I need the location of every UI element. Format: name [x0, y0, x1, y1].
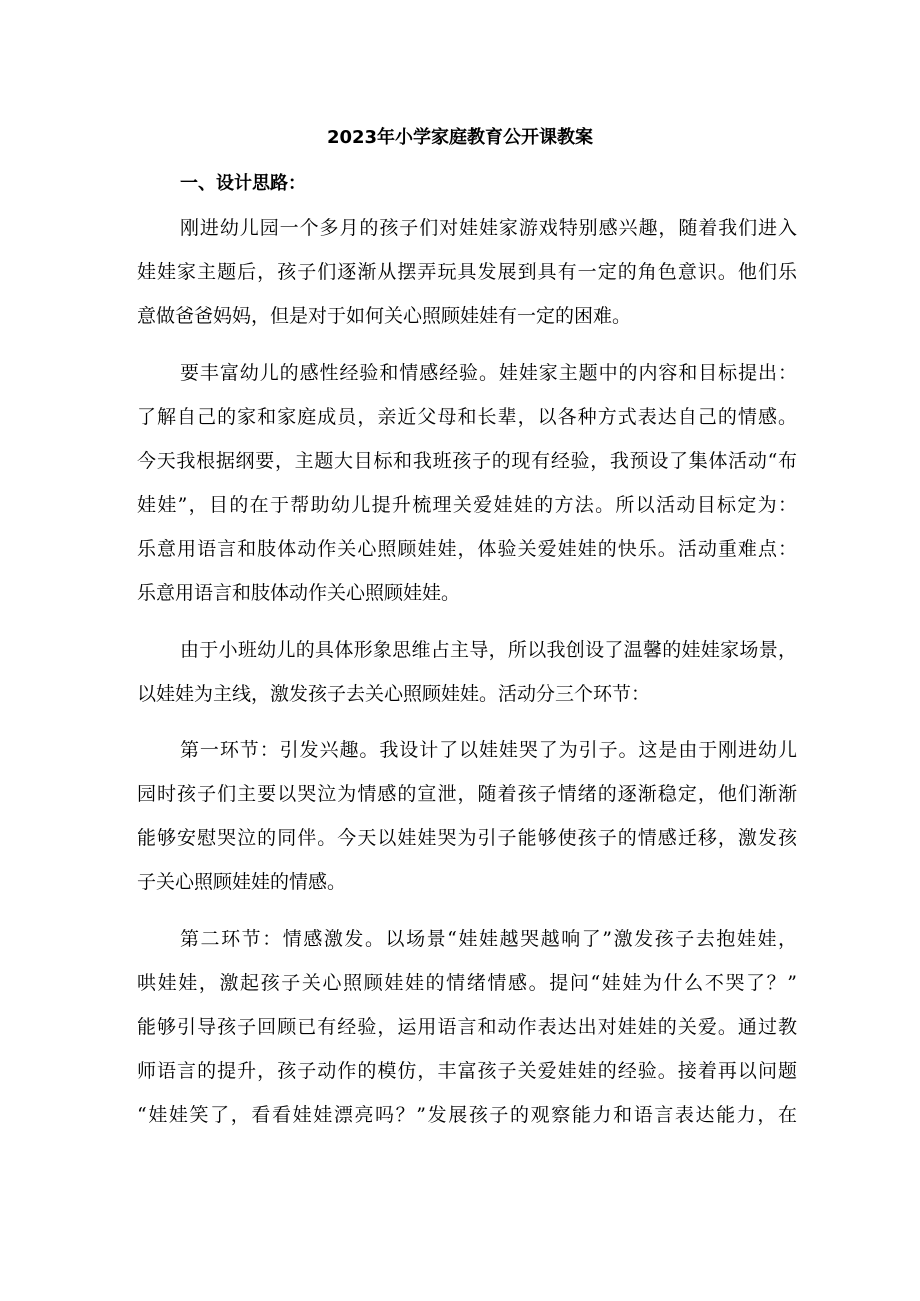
paragraph-line: 由于小班幼儿的具体形象思维占主导，所以我创设了温馨的娃娃家场景，	[180, 639, 797, 661]
paragraph-line: 子关心照顾娃娃的情感。	[137, 871, 347, 893]
paragraph-line: 乐意用语言和肢体动作关心照顾娃娃。	[137, 582, 461, 604]
paragraph-line: 意做爸爸妈妈，但是对于如何关心照顾娃娃有一定的困难。	[137, 305, 632, 327]
paragraph-line: “娃娃笑了，看看娃娃漂亮吗？”发展孩子的观察能力和语言表达能力，在	[137, 1104, 797, 1126]
paragraph-line: 刚进幼儿园一个多月的孩子们对娃娃家游戏特别感兴趣，随着我们进入	[180, 217, 797, 239]
document-title: 2023年小学家庭教育公开课教案	[326, 127, 594, 148]
paragraph-line: 第二环节：情感激发。以场景“娃娃越哭越响了”激发孩子去抱娃娃，	[180, 928, 797, 950]
paragraph-line: 能够安慰哭泣的同伴。今天以娃娃哭为引子能够使孩子的情感迁移，激发孩	[137, 827, 797, 849]
paragraph-line: 了解自己的家和家庭成员，亲近父母和长辈，以各种方式表达自己的情感。	[137, 406, 797, 428]
paragraph-line: 娃娃”，目的在于帮助幼儿提升梳理关爱娃娃的方法。所以活动目标定为：	[137, 494, 797, 516]
section-heading: 一、设计思路：	[180, 173, 306, 194]
paragraph-line: 师语言的提升，孩子动作的模仿，丰富孩子关爱娃娃的经验。接着再以问题	[137, 1060, 797, 1082]
paragraph-line: 以娃娃为主线，激发孩子去关心照顾娃娃。活动分三个环节：	[137, 683, 651, 705]
paragraph-line: 能够引导孩子回顾已有经验，运用语言和动作表达出对娃娃的关爱。通过教	[137, 1016, 797, 1038]
paragraph-line: 今天我根据纲要，主题大目标和我班孩子的现有经验，我预设了集体活动“布	[137, 450, 797, 472]
paragraph-line: 乐意用语言和肢体动作关心照顾娃娃，体验关爱娃娃的快乐。活动重难点：	[137, 538, 797, 560]
paragraph-line: 哄娃娃，激起孩子关心照顾娃娃的情绪情感。提问“娃娃为什么不哭了？”	[137, 972, 797, 994]
paragraph-line: 娃娃家主题后，孩子们逐渐从摆弄玩具发展到具有一定的角色意识。他们乐	[137, 261, 797, 283]
paragraph-line: 园时孩子们主要以哭泣为情感的宣泄，随着孩子情绪的逐渐稳定，他们渐渐	[137, 783, 797, 805]
paragraph-line: 要丰富幼儿的感性经验和情感经验。娃娃家主题中的内容和目标提出：	[180, 362, 797, 384]
paragraph-line: 第一环节：引发兴趣。我设计了以娃娃哭了为引子。这是由于刚进幼儿	[180, 739, 797, 761]
